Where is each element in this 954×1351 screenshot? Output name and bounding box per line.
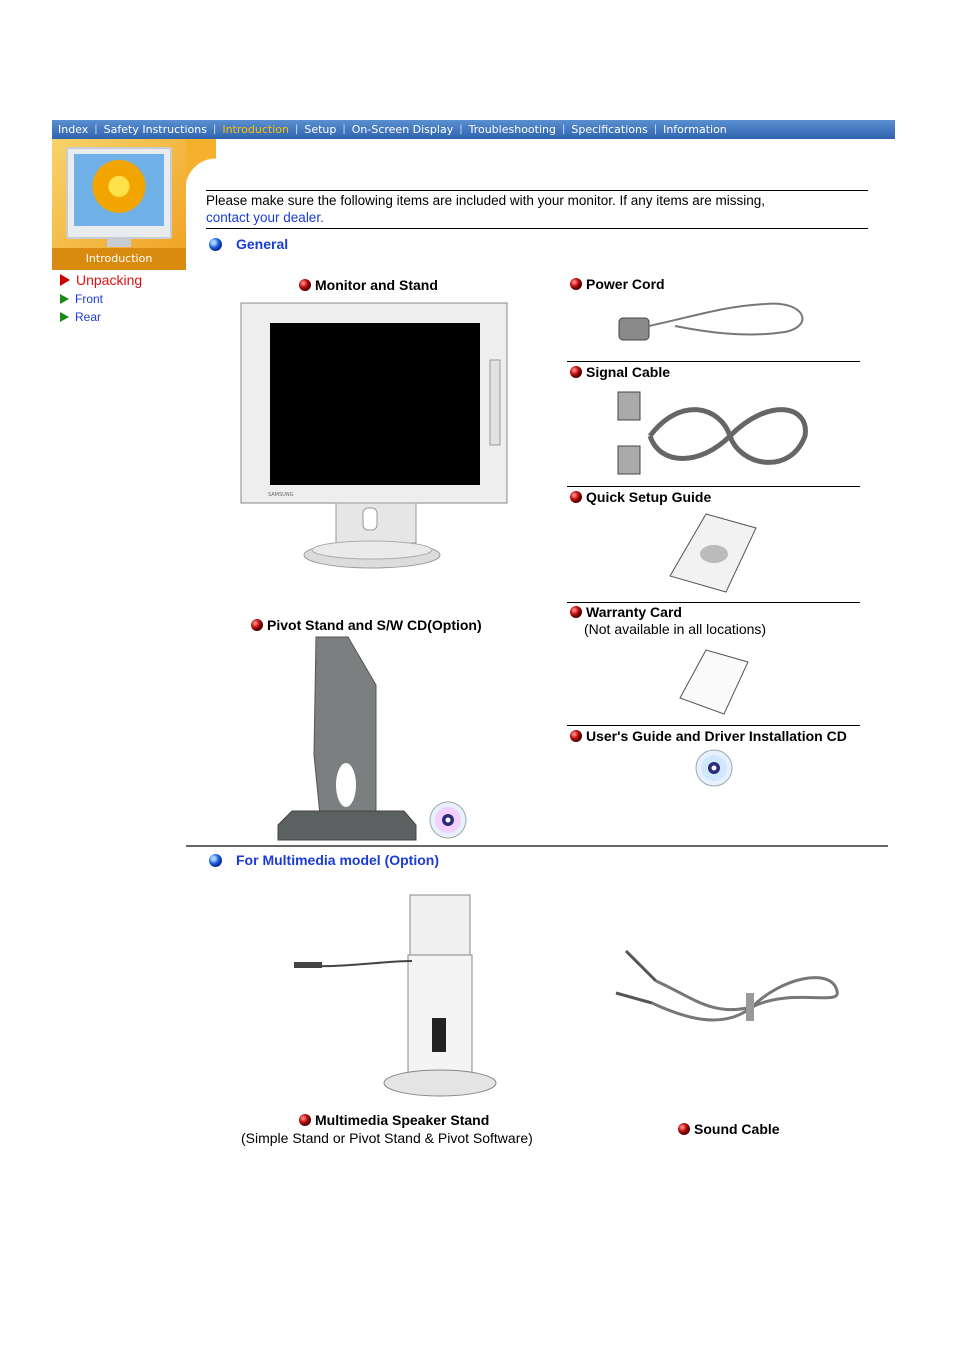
bullet-icon <box>570 730 582 742</box>
item-label: Power Cord <box>586 276 665 292</box>
item-label: Multimedia Speaker Stand <box>315 1112 490 1128</box>
top-nav <box>52 120 895 139</box>
item-label: Warranty Card <box>586 604 682 620</box>
bullet-icon <box>299 1114 311 1126</box>
section-badge <box>52 139 186 270</box>
general-heading <box>209 236 288 252</box>
triangle-right-icon <box>60 312 69 322</box>
triangle-right-icon <box>60 274 70 286</box>
monitor-image <box>238 300 512 575</box>
monitor-thumbnail-stand <box>107 239 131 247</box>
general-title: General <box>236 236 289 252</box>
submenu-label: Front <box>75 292 104 306</box>
sound-cable-image <box>612 947 844 1037</box>
item-label: Pivot Stand and S/W CD(Option) <box>267 617 482 633</box>
divider <box>206 190 868 191</box>
contact-dealer-link[interactable]: contact your dealer. <box>206 210 324 225</box>
submenu-label: Unpacking <box>76 272 143 288</box>
bullet-icon <box>678 1123 690 1135</box>
flower-image <box>74 154 164 226</box>
power-cord-image <box>615 296 811 356</box>
item-label: Quick Setup Guide <box>586 489 712 505</box>
nav-introduction[interactable]: Introduction <box>222 123 289 136</box>
divider <box>567 486 860 487</box>
nav-specifications[interactable]: Specifications <box>571 123 648 136</box>
bullet-icon <box>209 854 222 867</box>
svg-text:SAMSUNG: SAMSUNG <box>268 492 294 498</box>
nav-on-screen-display[interactable]: On-Screen Display <box>351 123 454 136</box>
pivot-stand-image <box>276 635 420 841</box>
quick-setup-guide-title <box>570 489 711 505</box>
badge-label: Introduction <box>52 248 186 270</box>
warranty-card-image <box>678 646 750 716</box>
monitor-thumbnail <box>66 147 172 239</box>
bullet-icon <box>299 279 311 291</box>
multimedia-heading <box>209 852 439 868</box>
nav-separator: | <box>561 124 566 135</box>
nav-separator: | <box>342 124 346 135</box>
speaker-stand-note: (Simple Stand or Pivot Stand & Pivot Software) <box>241 1130 533 1146</box>
intro-sentence: Please make sure the following items are included with your monitor. If any items are missing, <box>206 193 765 208</box>
nav-information[interactable]: Information <box>663 123 727 136</box>
section-divider <box>186 845 888 847</box>
pivot-stand-title <box>251 617 482 633</box>
submenu-item-front[interactable] <box>60 292 142 306</box>
multimedia-title: For Multimedia model (Option) <box>236 852 439 868</box>
divider <box>206 228 868 229</box>
power-cord-title <box>570 276 665 292</box>
bullet-icon <box>209 238 222 251</box>
bullet-icon <box>570 366 582 378</box>
submenu-item-unpacking[interactable] <box>60 272 142 288</box>
item-label: Signal Cable <box>586 364 671 380</box>
triangle-right-icon <box>60 294 69 304</box>
divider <box>567 725 860 726</box>
sub-menu <box>60 272 142 328</box>
nav-separator: | <box>212 124 217 135</box>
item-label: Sound Cable <box>694 1121 780 1137</box>
item-label: User's Guide and Driver Installation CD <box>586 728 847 744</box>
submenu-label: Rear <box>75 310 102 324</box>
warranty-card-title <box>570 604 682 620</box>
nav-safety-instructions[interactable]: Safety Instructions <box>103 123 207 136</box>
nav-index[interactable]: Index <box>58 123 89 136</box>
intro-text <box>206 192 866 226</box>
badge-corner-decoration <box>186 139 216 189</box>
signal-cable-title <box>570 364 670 380</box>
cd-icon <box>428 801 468 839</box>
item-label: Monitor and Stand <box>315 277 438 293</box>
users-guide-cd-title <box>570 728 847 744</box>
bullet-icon <box>570 491 582 503</box>
monitor-and-stand-title <box>299 277 438 293</box>
quick-setup-guide-image <box>666 512 760 594</box>
bullet-icon <box>570 606 582 618</box>
signal-cable-image <box>610 386 812 480</box>
bullet-icon <box>251 619 263 631</box>
nav-separator: | <box>294 124 299 135</box>
nav-separator: | <box>94 124 98 135</box>
speaker-stand-image <box>290 893 502 1099</box>
warranty-note: (Not available in all locations) <box>584 621 767 637</box>
cd-icon <box>693 749 735 787</box>
speaker-stand-title <box>299 1112 489 1128</box>
nav-separator: | <box>653 124 658 135</box>
divider <box>567 361 860 362</box>
nav-separator: | <box>459 124 463 135</box>
sound-cable-title <box>678 1121 780 1137</box>
submenu-item-rear[interactable] <box>60 310 142 324</box>
nav-troubleshooting[interactable]: Troubleshooting <box>468 123 556 136</box>
nav-setup[interactable]: Setup <box>304 123 337 136</box>
bullet-icon <box>570 278 582 290</box>
divider <box>567 602 860 603</box>
